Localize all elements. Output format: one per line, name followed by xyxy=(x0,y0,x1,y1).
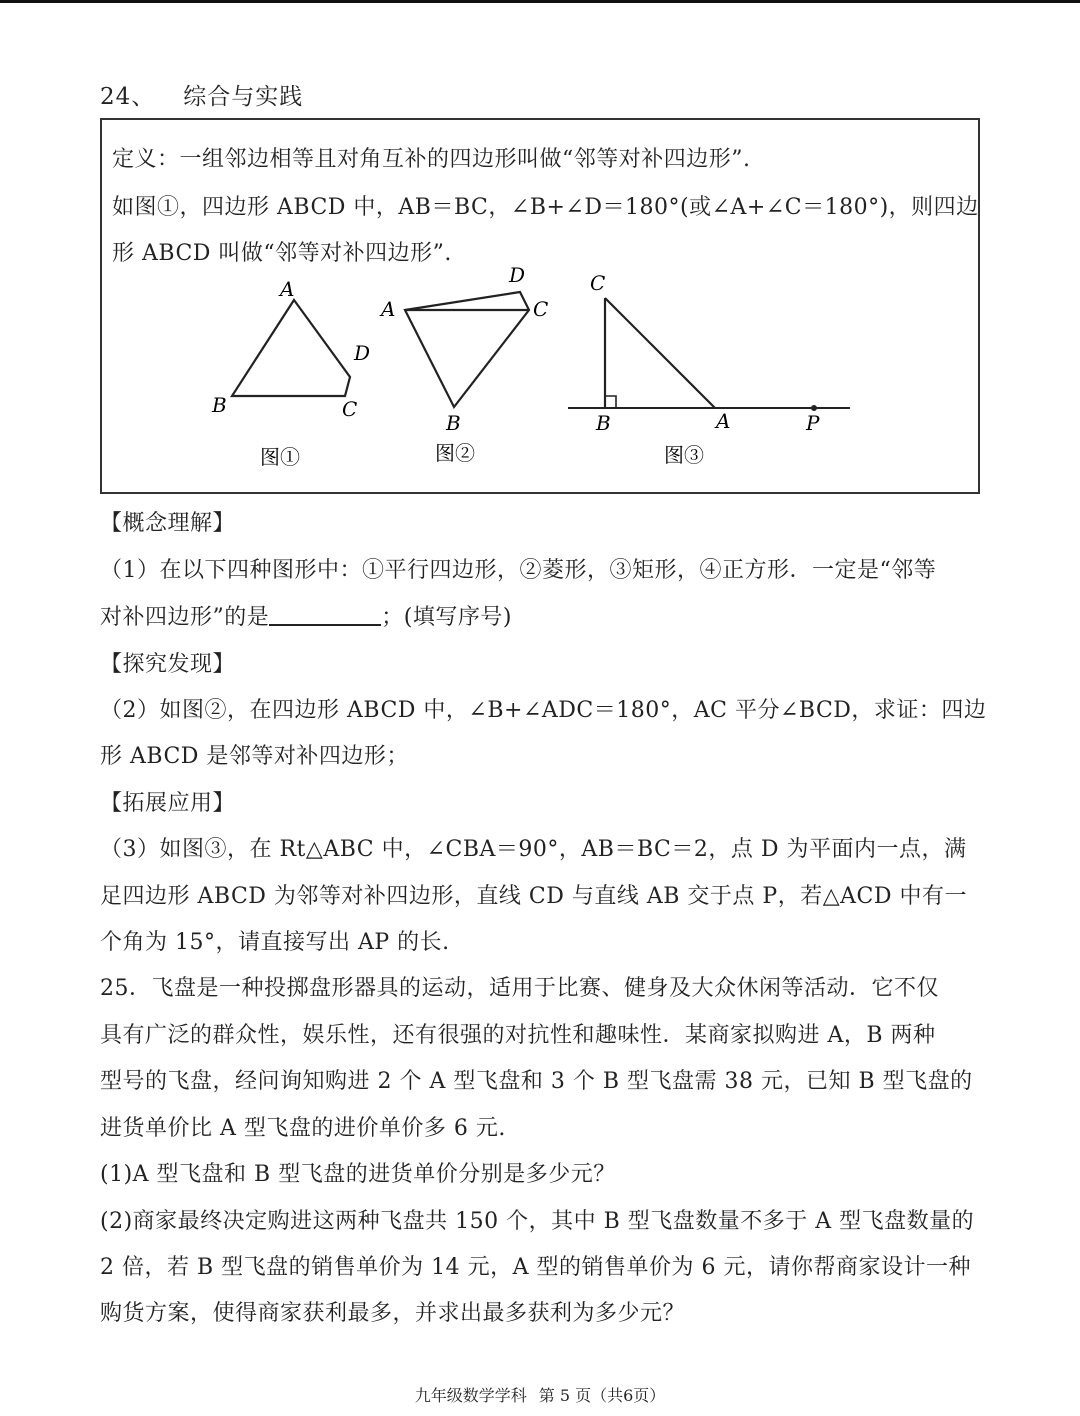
page-footer xyxy=(0,1383,1080,1406)
q24-part1-line2 xyxy=(100,600,990,631)
fig1-label-a: A xyxy=(280,277,295,301)
q25-sub2-line1: (2)商家最终决定购进这两种飞盘共 150 个，其中 B 型飞盘数量不多于 A 型飞盘数量的 xyxy=(100,1209,975,1234)
question-number: 24、 xyxy=(100,84,156,110)
q24-part2-line1: （2）如图②，在四边形 ABCD 中，∠B+∠ADC＝180°，AC 平分∠BCD，求证：四边 xyxy=(100,698,987,723)
fig3-label-b: B xyxy=(596,411,611,435)
q24-part1-line2-end: ；(填写序号) xyxy=(381,605,512,630)
q24-part1-line2-start: 对补四边形”的是 xyxy=(100,605,270,630)
figure-3-hypotenuse-ca xyxy=(605,298,715,408)
figure-1-quadrilateral xyxy=(232,300,350,396)
fig3-label-a: A xyxy=(716,409,731,433)
q25-line2: 具有广泛的群众性，娱乐性，还有很强的对抗性和趣味性．某商家拟购进 A，B 两种 xyxy=(100,1023,936,1048)
fig1-caption: 图① xyxy=(260,445,300,469)
question-title: 综合与实践 xyxy=(183,84,304,110)
fig2-label-c: C xyxy=(533,297,549,321)
fig2-label-b: B xyxy=(446,411,461,435)
fig1-label-d: D xyxy=(354,341,371,365)
fig3-label-p: P xyxy=(806,411,820,435)
right-angle-marker xyxy=(605,396,616,408)
definition-line-1: 定义：一组邻边相等且对角互补的四边形叫做“邻等对补四边形”. xyxy=(112,147,751,172)
figure-1 xyxy=(211,277,370,469)
q24-part1-line1: （1）在以下四种图形中：①平行四边形，②菱形，③矩形，④正方形．一定是“邻等 xyxy=(100,558,937,583)
definition-line-2: 如图①，四边形 ABCD 中，AB＝BC，∠B+∠D＝180°(或∠A+∠C＝180°)，则四边 xyxy=(112,195,979,220)
footer-page-number: 第 5 页（共6页） xyxy=(538,1386,666,1405)
q24-part3-line1: （3）如图③，在 Rt△ABC 中，∠CBA＝90°，AB＝BC＝2，点 D 为平面内一点，满 xyxy=(100,837,967,862)
figure-2 xyxy=(379,263,548,465)
section-extend-heading: 【拓展应用】 xyxy=(100,791,236,816)
answer-blank[interactable] xyxy=(269,604,381,626)
footer-subject: 九年级数学学科 xyxy=(414,1386,527,1405)
top-border-line xyxy=(0,0,1080,3)
fig1-label-b: B xyxy=(212,393,227,417)
q25-line4: 进货单价比 A 型飞盘的进价单价多 6 元. xyxy=(100,1116,506,1141)
fig3-label-c: C xyxy=(590,271,606,295)
q24-part2-line2: 形 ABCD 是邻等对补四边形； xyxy=(100,744,409,769)
definition-line-3: 形 ABCD 叫做“邻等对补四边形”. xyxy=(112,241,452,266)
q25-line1: 25．飞盘是一种投掷盘形器具的运动，适用于比赛、健身及大众休闲等活动．它不仅 xyxy=(100,976,939,1001)
section-explore-heading: 【探究发现】 xyxy=(100,652,236,677)
figure-3 xyxy=(568,271,850,467)
fig2-caption: 图② xyxy=(435,441,475,465)
q25-sub1: (1)A 型飞盘和 B 型飞盘的进货单价分别是多少元？ xyxy=(100,1162,616,1187)
q25-line3: 型号的飞盘，经问询知购进 2 个 A 型飞盘和 3 个 B 型飞盘需 38 元，已知 B 型飞盘的 xyxy=(100,1069,973,1094)
fig2-label-d: D xyxy=(509,263,526,287)
q25-sub2-line2: 2 倍，若 B 型飞盘的销售单价为 14 元，A 型的销售单价为 6 元，请你帮商家设计一种 xyxy=(100,1255,971,1280)
q24-part3-line2: 足四边形 ABCD 为邻等对补四边形，直线 CD 与直线 AB 交于点 P，若△ACD 中有一 xyxy=(100,884,967,909)
question-24-heading xyxy=(100,78,331,111)
fig1-label-c: C xyxy=(342,397,358,421)
definition-box xyxy=(100,118,980,494)
section-concept-heading: 【概念理解】 xyxy=(100,511,236,536)
q24-part3-line3: 个角为 15°，请直接写出 AP 的长. xyxy=(100,930,450,955)
q25-sub2-line3: 购货方案，使得商家获利最多，并求出最多获利为多少元？ xyxy=(100,1301,686,1326)
fig2-label-a: A xyxy=(381,297,396,321)
figures xyxy=(102,120,982,496)
fig3-caption: 图③ xyxy=(664,443,704,467)
